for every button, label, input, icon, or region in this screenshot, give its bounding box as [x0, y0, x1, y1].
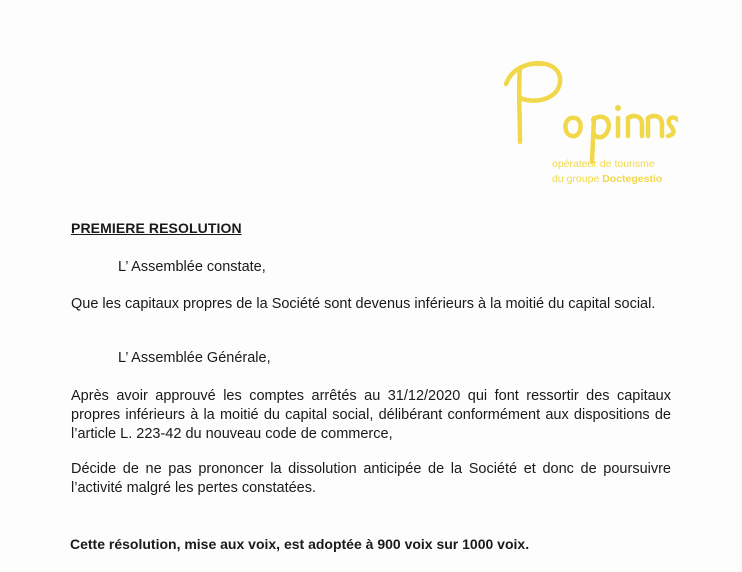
resolution-heading: PREMIERE RESOLUTION [71, 220, 242, 236]
logo-tagline-line2 [552, 173, 682, 186]
logo-tagline-line1: opérateur de tourisme [552, 158, 655, 170]
logo-tagline-prefix: du groupe [552, 173, 603, 185]
popinns-logo-script [498, 54, 678, 164]
assembly-notes-intro: L’ Assemblée constate, [118, 259, 266, 275]
decision-paragraph: Décide de ne pas prononcer la dissolution anticipée de la Société et donc de poursuivre l’activité malgré les pertes constatées. [71, 461, 671, 496]
popinns-logo [498, 54, 678, 194]
general-assembly-intro: L’ Assemblée Générale, [118, 350, 271, 366]
logo-tagline-brand: Doctegestio [602, 173, 663, 185]
vote-result: Cette résolution, mise aux voix, est adoptée à 900 voix sur 1000 voix. [70, 536, 530, 552]
considering-paragraph: Après avoir approuvé les comptes arrêtés au 31/12/2020 qui font ressortir des capitaux propres inférieurs à la moitié du capital social, délibérant conformément aux dispositions de l’article L. 223-42 du nouveau code de commerce, [71, 388, 671, 442]
equity-statement: Que les capitaux propres de la Société sont devenus inférieurs à la moitié du capital social. [71, 296, 656, 312]
